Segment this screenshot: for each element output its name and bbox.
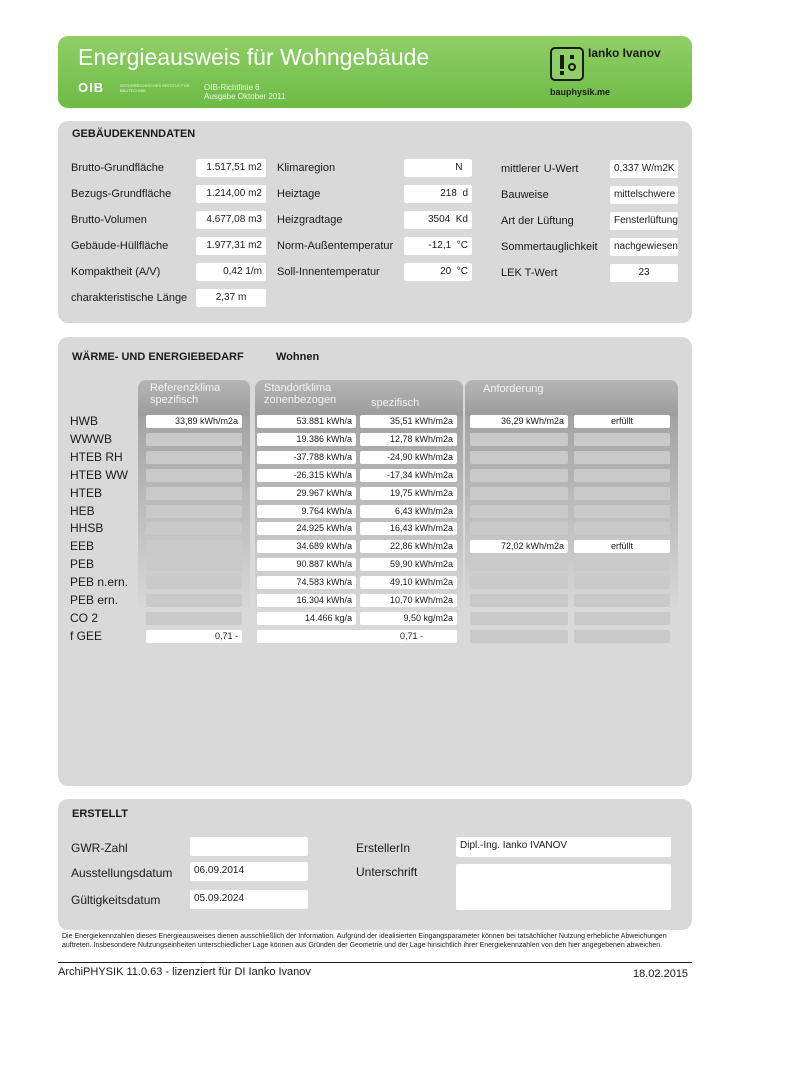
empty-cell: [574, 451, 670, 464]
value-field: 3504 Kd: [404, 211, 472, 229]
gueltigkeitsdatum-field: 05.09.2024: [190, 890, 308, 909]
empty-cell: [574, 576, 670, 589]
value-field: N: [404, 159, 472, 177]
value-cell: 29.967 kWh/a: [257, 487, 356, 500]
empty-cell: [470, 576, 568, 589]
document-title: Energieausweis für Wohngebäude: [78, 44, 430, 70]
empty-cell: [574, 505, 670, 518]
row-label: HEB: [70, 503, 95, 518]
col-ref-label-1: Referenzklima: [150, 382, 221, 394]
label: Sommertauglichkeit: [501, 241, 598, 253]
value-cell: 19.386 kWh/a: [257, 433, 356, 446]
value-cell: 53.881 kWh/a: [257, 415, 356, 428]
value-cell: 0,71 -: [146, 630, 242, 643]
value-cell: 49,10 kWh/m2a: [360, 576, 457, 589]
empty-cell: [574, 522, 670, 535]
software-license: ArchiPHYSIK 11.0.63 - lizenziert für DI Ianko Ivanov: [58, 966, 311, 978]
label: mittlerer U-Wert: [501, 163, 579, 175]
value-cell: -24,90 kWh/m2a: [360, 451, 457, 464]
oib-logo: OIB: [78, 80, 105, 95]
empty-cell: [146, 594, 242, 607]
value-field: 23: [610, 264, 678, 282]
value-field: 1.214,00 m2: [196, 185, 266, 203]
value-cell: -37.788 kWh/a: [257, 451, 356, 464]
value-cell: 59,90 kWh/m2a: [360, 558, 457, 571]
row-label: WWWB: [70, 431, 112, 446]
empty-cell: [574, 594, 670, 607]
row-label: CO 2: [70, 610, 99, 625]
row-label: HTEB WW: [70, 467, 128, 482]
value-cell: 6,43 kWh/m2a: [360, 505, 457, 518]
empty-cell: [470, 612, 568, 625]
empty-cell: [146, 469, 242, 482]
empty-cell: [146, 576, 242, 589]
empty-cell: [470, 558, 568, 571]
unterschrift-label: Unterschrift: [356, 865, 418, 879]
ausgabe-text: Ausgabe Oktober 2011: [204, 92, 286, 101]
label: Heizgradtage: [277, 214, 343, 226]
row-label: PEB ern.: [70, 593, 119, 607]
row-label: HHSB: [70, 521, 104, 536]
row-label: PEB n.ern.: [70, 575, 129, 590]
value-field: -12,1 °C: [404, 237, 472, 255]
empty-cell: [146, 451, 242, 464]
row-label: HTEB RH: [70, 449, 123, 464]
label: Bauweise: [501, 189, 549, 201]
label: Brutto-Volumen: [71, 214, 147, 226]
ausstellungsdatum-field: 06.09.2014: [190, 862, 308, 881]
value-cell: erfüllt: [574, 540, 670, 553]
oib-subtitle: ÖSTERREICHISCHES INSTITUT FÜR BAUTECHNIK: [120, 83, 190, 93]
bauphysik-logo-icon: [550, 47, 584, 81]
empty-cell: [574, 558, 670, 571]
value-field: 0,42 1/m: [196, 263, 266, 281]
empty-cell: [470, 451, 568, 464]
value-field: 1.517,51 m2: [196, 159, 266, 177]
empty-cell: [146, 505, 242, 518]
value-cell: 24.925 kWh/a: [257, 522, 356, 535]
empty-cell: [574, 487, 670, 500]
empty-cell: [470, 487, 568, 500]
value-cell: 0,71 -: [257, 630, 457, 643]
empty-cell: [470, 469, 568, 482]
col-std-label-2: zonenbezogen: [264, 394, 337, 406]
richtlinie-text: OIB-Richtlinie 6: [204, 83, 260, 92]
footer-date: 18.02.2015: [633, 968, 689, 980]
label: LEK T-Wert: [501, 267, 558, 279]
value-cell: -26.315 kWh/a: [257, 469, 356, 482]
value-cell: 90.887 kWh/a: [257, 558, 356, 571]
header-banner: [58, 36, 692, 108]
row-label: PEB: [70, 557, 95, 572]
label: Brutto-Grundfläche: [71, 162, 164, 174]
label: Klimaregion: [277, 162, 336, 174]
gwr-label: GWR-Zahl: [71, 841, 128, 855]
empty-cell: [574, 433, 670, 446]
value-cell: 36,29 kWh/m2a: [470, 415, 568, 428]
row-label: EEB: [70, 539, 95, 554]
value-cell: 33,89 kWh/m2a: [146, 415, 242, 428]
logo-url: bauphysik.me: [550, 87, 611, 97]
empty-cell: [470, 630, 568, 643]
unterschrift-field: [456, 864, 671, 910]
row-label: f GEE: [70, 628, 103, 643]
value-cell: 10,70 kWh/m2a: [360, 594, 457, 607]
label: Norm-Außentemperatur: [277, 240, 394, 252]
value-cell: 9.764 kWh/a: [257, 505, 356, 518]
value-field: Fensterlüftung: [610, 212, 678, 230]
value-field: 1.977,31 m2: [196, 237, 266, 255]
value-field: 2,37 m: [196, 289, 266, 307]
col-ref-label-2: spezifisch: [150, 394, 199, 406]
empty-cell: [146, 558, 242, 571]
label: Heiztage: [277, 188, 321, 200]
erstellt-panel: [58, 799, 692, 930]
value-cell: 34.689 kWh/a: [257, 540, 356, 553]
empty-cell: [574, 612, 670, 625]
ersteller-field: Dipl.-Ing. Ianko IVANOV: [456, 837, 671, 857]
waermebedarf-panel: [58, 337, 692, 786]
gwr-field: [190, 837, 308, 856]
value-cell: 19,75 kWh/m2a: [360, 487, 457, 500]
label: Soll-Innentemperatur: [277, 266, 380, 278]
value-cell: erfüllt: [574, 415, 670, 428]
empty-cell: [470, 433, 568, 446]
value-field: 218 d: [404, 185, 472, 203]
empty-cell: [574, 469, 670, 482]
logo-name: Ianko Ivanov: [588, 46, 661, 60]
panel-title: WÄRME- UND ENERGIEBEDARF: [72, 351, 244, 363]
value-field: mittelschwere: [610, 186, 678, 204]
col-anf-label: Anforderung: [483, 383, 544, 395]
ausstellungsdatum-label: Ausstellungsdatum: [71, 866, 173, 880]
col-spez-label: spezifisch: [371, 397, 420, 409]
value-cell: -17,34 kWh/m2a: [360, 469, 457, 482]
empty-cell: [574, 630, 670, 643]
empty-cell: [470, 594, 568, 607]
value-cell: 74.583 kWh/a: [257, 576, 356, 589]
col-std-label-1: Standortklima: [264, 382, 332, 394]
value-field: 0,337 W/m2K: [610, 160, 678, 178]
label: charakteristische Länge: [71, 292, 188, 304]
empty-cell: [146, 487, 242, 500]
row-label: HTEB: [70, 485, 103, 500]
panel-title: GEBÄUDEKENNDATEN: [72, 128, 196, 140]
empty-cell: [470, 505, 568, 518]
empty-cell: [146, 540, 242, 553]
richtlinie-info: [204, 83, 286, 101]
label: Gebäude-Hüllfläche: [71, 240, 169, 252]
value-cell: 22,86 kWh/m2a: [360, 540, 457, 553]
value-cell: 14.466 kg/a: [257, 612, 356, 625]
label: Kompaktheit (A/V): [71, 266, 161, 278]
value-field: 20 °C: [404, 263, 472, 281]
gebaeudekenndaten-panel: [58, 121, 692, 323]
value-field: nachgewiesen: [610, 238, 678, 256]
value-cell: 35,51 kWh/m2a: [360, 415, 457, 428]
value-cell: 9,50 kg/m2a: [360, 612, 457, 625]
empty-cell: [146, 522, 242, 535]
value-cell: 12,78 kWh/m2a: [360, 433, 457, 446]
value-cell: 72,02 kWh/m2a: [470, 540, 568, 553]
empty-cell: [470, 522, 568, 535]
divider: [58, 962, 692, 963]
label: Art der Lüftung: [501, 215, 574, 227]
nutzung-label: Wohnen: [276, 351, 320, 363]
empty-cell: [146, 612, 242, 625]
value-cell: 16,43 kWh/m2a: [360, 522, 457, 535]
value-field: 4.677,08 m3: [196, 211, 266, 229]
ersteller-label: ErstellerIn: [356, 841, 411, 855]
panel-title: ERSTELLT: [72, 808, 129, 820]
row-label: HWB: [70, 414, 98, 428]
label: Bezugs-Grundfläche: [71, 188, 172, 200]
disclaimer-footnote: Die Energiekennzahlen dieses Energieausweises dienen ausschließlich der Information. Aufgrund der idealisierten Eingangsparameter können bei tatsächlicher Nutzung erhebliche Abweichungen auftreten. Insbesondere Nutzungseinheiten unterschiedlicher Lage können aus Gründen der Geometrie und der Lage hinsichtlich ihrer Energiekennzahlen von den hier angegebenen abweichen.: [62, 933, 667, 949]
empty-cell: [146, 433, 242, 446]
value-cell: 16.304 kWh/a: [257, 594, 356, 607]
gueltigkeitsdatum-label: Gültigkeitsdatum: [71, 893, 161, 907]
